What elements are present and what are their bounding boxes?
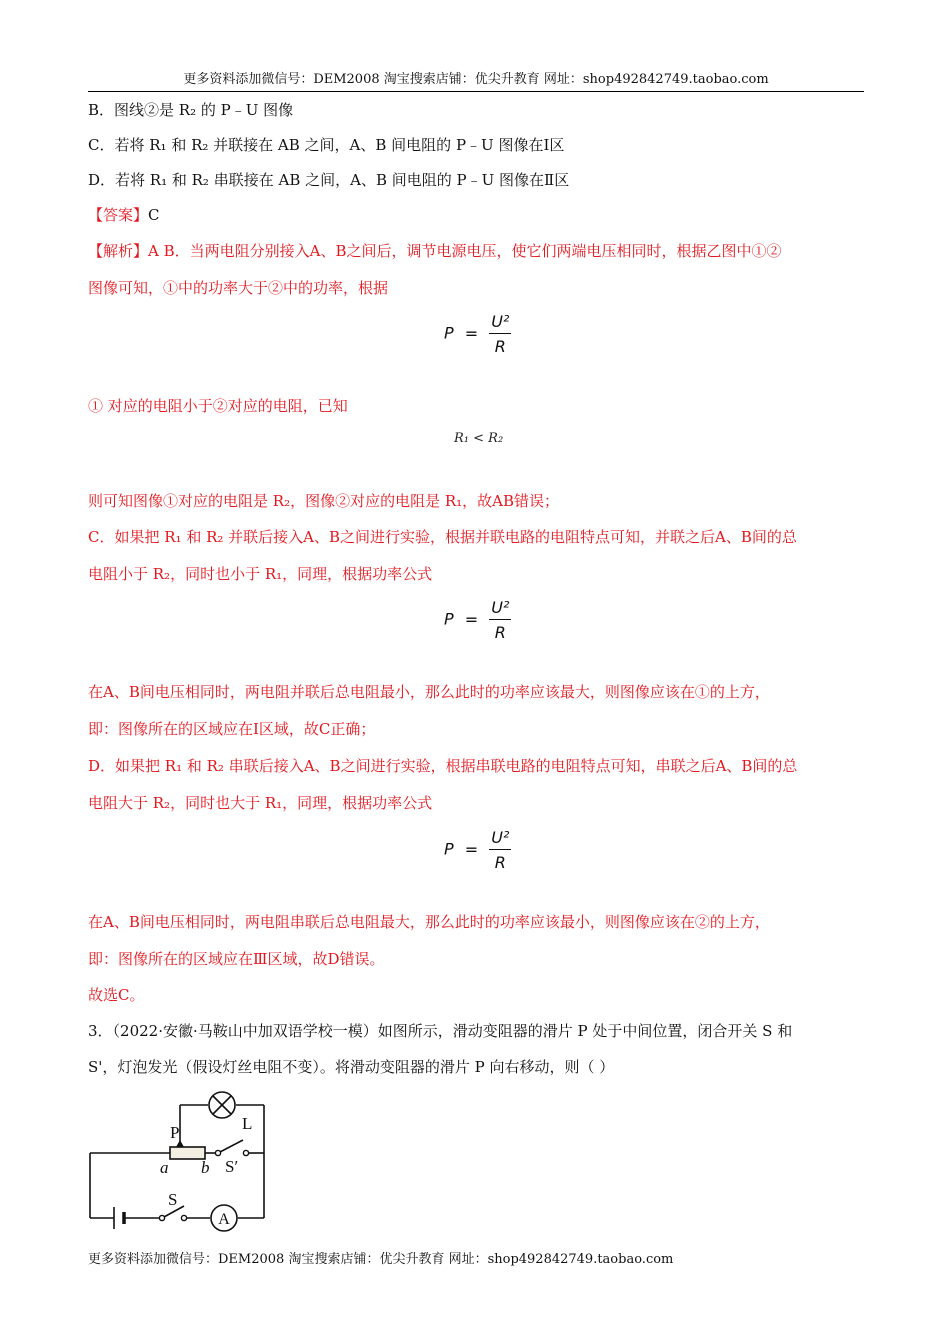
formula-fraction [489, 598, 511, 642]
lamp-icon [209, 1092, 235, 1118]
label-p: P [170, 1123, 180, 1142]
answer-value: C [148, 206, 160, 224]
analysis-d-line4: 即：图像所在的区域应在Ⅲ区域，故D错误。 [88, 950, 385, 968]
analysis-c-line3: 在A、B间电压相同时，两电阻并联后总电阻最小，那么此时的功率应该最大，则图像应该在①的上方， [88, 683, 770, 701]
formula-fraction [489, 312, 511, 356]
option-b: B．图线②是 R₂ 的 P﹣U 图像 [88, 101, 294, 119]
label-b: b [201, 1158, 210, 1177]
analysis-ab-line2: 图像可知，①中的功率大于②中的功率，根据 [88, 279, 389, 297]
analysis-ab-text1: A B．当两电阻分别接入A、B之间后，调节电源电压，使它们两端电压相同时，根据乙图中①② [148, 242, 782, 260]
rheostat [170, 1147, 205, 1159]
option-d: D．若将 R₁ 和 R₂ 串联接在 AB 之间，A、B 间电阻的 P﹣U 图像在Ⅱ区 [88, 171, 570, 189]
battery-icon [114, 1207, 124, 1229]
analysis-label: 【解析】 [88, 242, 149, 260]
analysis-ab-line3: ① 对应的电阻小于②对应的电阻，已知 [88, 397, 348, 415]
answer-label: 【答案】 [88, 206, 149, 224]
label-l: L [242, 1114, 253, 1133]
analysis-conclusion: 故选C。 [88, 986, 145, 1004]
switch-s-prime-contact [243, 1150, 248, 1155]
inequality: R₁ < R₂ [454, 431, 504, 446]
formula-den: R [494, 623, 506, 642]
label-a: a [160, 1158, 169, 1177]
analysis-d-line1: D．如果把 R₁ 和 R₂ 串联后接入A、B之间进行实验，根据串联电路的电阻特点可知，串联之后A、B间的总 [88, 757, 798, 775]
analysis-c-line2: 电阻小于 R₂，同时也小于 R₁，同理，根据功率公式 [88, 565, 433, 583]
label-s: S [168, 1190, 178, 1209]
circuit-diagram [80, 1090, 280, 1240]
answer-line [88, 205, 160, 225]
formula-num: U² [489, 828, 511, 850]
label-s-prime: S′ [225, 1157, 239, 1176]
formula-lhs: P [444, 323, 454, 343]
formula-num: U² [489, 598, 511, 620]
formula-den: R [494, 337, 506, 356]
analysis-c-line4: 即：图像所在的区域应在Ⅰ区域，故C正确； [88, 720, 376, 738]
analysis-c-line1: C．如果把 R₁ 和 R₂ 并联后接入A、B之间进行实验，根据并联电路的电阻特点可知，并联之后A、B间的总 [88, 528, 797, 546]
formula-eq: = [464, 609, 479, 629]
formula-lhs: P [444, 609, 454, 629]
analysis-d-line3: 在A、B间电压相同时，两电阻串联后总电阻最大，那么此时的功率应该最小，则图像应该在②的上方， [88, 913, 770, 931]
formula-eq: = [464, 323, 479, 343]
switch-s-prime-contact [215, 1150, 220, 1155]
power-formula-2 [444, 598, 511, 642]
formula-fraction [489, 828, 511, 872]
formula-lhs: P [444, 839, 454, 859]
formula-den: R [494, 853, 506, 872]
power-formula-1 [444, 312, 511, 356]
page-footer: 更多资料添加微信号：DEM2008 淘宝搜索店铺：优尖升教育 网址：shop492842749.taobao.com [88, 1252, 674, 1267]
analysis-d-line2: 电阻大于 R₂，同时也大于 R₁，同理，根据功率公式 [88, 794, 433, 812]
formula-eq: = [464, 839, 479, 859]
analysis-ab-line1 [88, 241, 782, 261]
ammeter-label: A [218, 1211, 230, 1228]
power-formula-3 [444, 828, 511, 872]
question3-line1: 3．（2022·安徽·马鞍山中加双语学校一模）如图所示，滑动变阻器的滑片 P 处于中间位置，闭合开关 S 和 [88, 1022, 793, 1040]
analysis-ab-line4: 则可知图像①对应的电阻是 R₂，图像②对应的电阻是 R₁，故AB错误； [88, 492, 560, 510]
formula-num: U² [489, 312, 511, 334]
question3-line2: S'，灯泡发光（假设灯丝电阻不变）。将滑动变阻器的滑片 P 向右移动，则（ ） [88, 1058, 615, 1076]
option-c: C．若将 R₁ 和 R₂ 并联接在 AB 之间，A、B 间电阻的 P﹣U 图像在Ⅰ区 [88, 136, 565, 154]
page-header: 更多资料添加微信号：DEM2008 淘宝搜索店铺：优尖升教育 网址：shop492842749.taobao.com [88, 68, 864, 92]
